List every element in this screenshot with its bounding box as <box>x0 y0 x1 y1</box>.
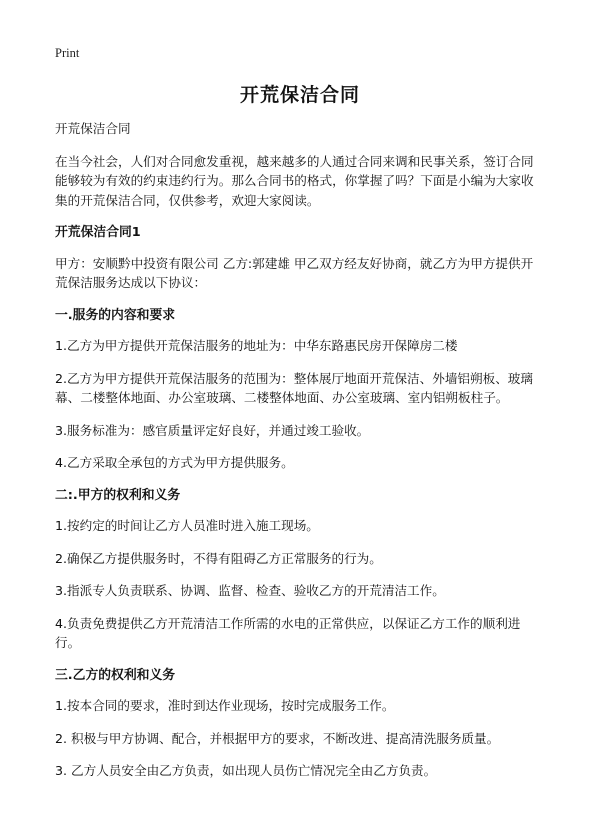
clause-item: 2. 积极与甲方协调、配合，并根据甲方的要求，不断改进、提高清洗服务质量。 <box>55 730 500 746</box>
section-heading: 一.服务的内容和要求 <box>55 307 176 323</box>
clause-item: 3. 乙方人员安全由乙方负责，如出现人员伤亡情况完全由乙方负责。 <box>55 763 437 778</box>
section-1 <box>55 306 545 473</box>
parties-paragraph: 甲方：安顺黔中投资有限公司 乙方:郭建雄 甲乙双方经友好协商，就乙方为甲方提供开荒保洁服务达成以下协议： <box>55 255 534 290</box>
section-3 <box>55 666 545 781</box>
contract-heading: 开荒保洁合同1 <box>55 225 141 240</box>
document-subtitle: 开荒保洁合同 <box>55 121 131 136</box>
clause-item: 1.乙方为甲方提供开荒保洁服务的地址为：中华东路惠民房开保障房二楼 <box>55 338 458 353</box>
section-heading: 三.乙方的权利和义务 <box>55 667 176 683</box>
print-link[interactable]: Print <box>55 46 80 60</box>
intro-paragraph: 在当今社会，人们对合同愈发重视，越来越多的人通过合同来调和民事关系，签订合同能够较为有效的约束违约行为。那么合同书的格式，你掌握了吗？下面是小编为大家收集的开荒保洁合同，仅供参考，欢迎大家阅读。 <box>55 153 534 208</box>
clause-item: 4.负责免费提供乙方开荒清洁工作所需的水电的正常供应，以保证乙方工作的顺利进行。 <box>55 615 521 650</box>
page-title: 开荒保洁合同 <box>239 84 360 106</box>
clause-item: 3.服务标准为：感官质量评定好良好，并通过竣工验收。 <box>55 422 370 438</box>
clause-item: 3.指派专人负责联系、协调、监督、检查、验收乙方的开荒清洁工作。 <box>55 583 445 598</box>
clause-item: 1.按约定的时间让乙方人员准时进入施工现场。 <box>55 518 319 533</box>
clause-item: 2.乙方为甲方提供开荒保洁服务的范围为：整体展厅地面开荒保洁、外墙铝朔板、玻璃幕、二楼整体地面、办公室玻璃、二楼整体地面、办公室玻璃、室内铝朔板柱子。 <box>55 370 533 405</box>
clause-item: 1.按本合同的要求，准时到达作业现场，按时完成服务工作。 <box>55 698 395 713</box>
clause-item: 4.乙方采取全承包的方式为甲方提供服务。 <box>55 455 294 470</box>
section-2 <box>55 486 545 653</box>
section-heading: 二:.甲方的权利和义务 <box>55 487 181 503</box>
document-body <box>55 119 545 794</box>
clause-item: 2.确保乙方提供服务时，不得有阻碍乙方正常服务的行为。 <box>55 550 382 566</box>
